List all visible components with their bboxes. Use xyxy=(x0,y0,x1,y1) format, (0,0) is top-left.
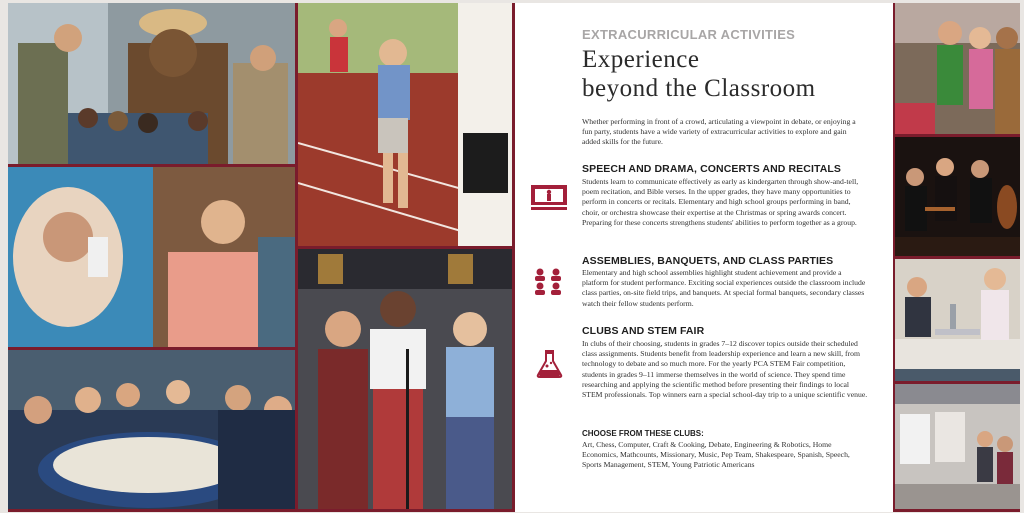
photo-running-race xyxy=(298,3,512,246)
photo-stage-performance xyxy=(298,249,512,509)
title-line-2: beyond the Classroom xyxy=(582,75,816,102)
section-eyebrow: EXTRACURRICULAR ACTIVITIES xyxy=(582,27,796,42)
section-heading-assemblies: ASSEMBLIES, BANQUETS, AND CLASS PARTIES xyxy=(582,255,834,267)
section-heading-clubs-stem: CLUBS AND STEM FAIR xyxy=(582,325,705,337)
group-people-icon xyxy=(529,267,569,297)
photo-face-painting xyxy=(8,167,295,347)
photo-stem-fair xyxy=(895,384,1020,509)
photo-costume-play xyxy=(895,3,1020,134)
photo-park-ranger-mascot xyxy=(8,3,295,164)
photo-science-lab xyxy=(895,259,1020,381)
clubs-list: Art, Chess, Computer, Craft & Cooking, Debate, Engineering & Robotics, Home Economics, Mathcounts, Missionary, Music, Pep Team, Shakespeare, Spanish, Speech, Sports Management, STEM, Young Patriotic Americans xyxy=(582,440,850,470)
photo-banquet-table xyxy=(8,350,295,509)
stage-presentation-icon xyxy=(529,183,569,213)
section-body-clubs-stem: In clubs of their choosing, students in grades 7–12 discover topics outside their scheduled class assignments. Students benefit from leadership experience and learn a new skill, from technology to debate and so much more. For the yearly PCA STEM Fair competition, students in grades 9–11 immerse themselves in the world of science. They spend time researching and applying the scientific method before presenting their findings to local STEM professionals. Top winners earn a special school-day trip to a unique scientific venue. xyxy=(582,339,868,400)
section-body-speech-drama: Students learn to communicate effectively as early as kindergarten through show-and-tell, poem recitation, and Bible verses. In the upper grades, they have many opportunities to perform in concerts or recitals. Elementary and high school groups performing in band, choir, or orchestra showcase their expertise at the Christmas or spring awards concert. Preparing for these concerts strengthens students' abilities to perform together as a group. xyxy=(582,177,859,227)
clubs-heading: CHOOSE FROM THESE CLUBS: xyxy=(582,429,704,438)
science-flask-icon xyxy=(529,349,569,379)
intro-paragraph: Whether performing in front of a crowd, articulating a viewpoint in debate, or enjoying a fun party, students have a wide variety of extracurricular activities to explore and gain added skills for the future. xyxy=(582,117,856,147)
page-title xyxy=(582,45,816,103)
content-page xyxy=(515,3,893,512)
photo-orchestra xyxy=(895,137,1020,256)
title-line-1: Experience xyxy=(582,46,700,73)
section-body-assemblies: Elementary and high school assemblies highlight student achievement and provide a platform for student performance. Exciting social experiences outside the classroom include class parties, on-site field trips, and banquets. At special formal banquets, secondary classes watch their fellow students perform. xyxy=(582,268,866,308)
section-heading-speech-drama: SPEECH AND DRAMA, CONCERTS AND RECITALS xyxy=(582,163,842,175)
